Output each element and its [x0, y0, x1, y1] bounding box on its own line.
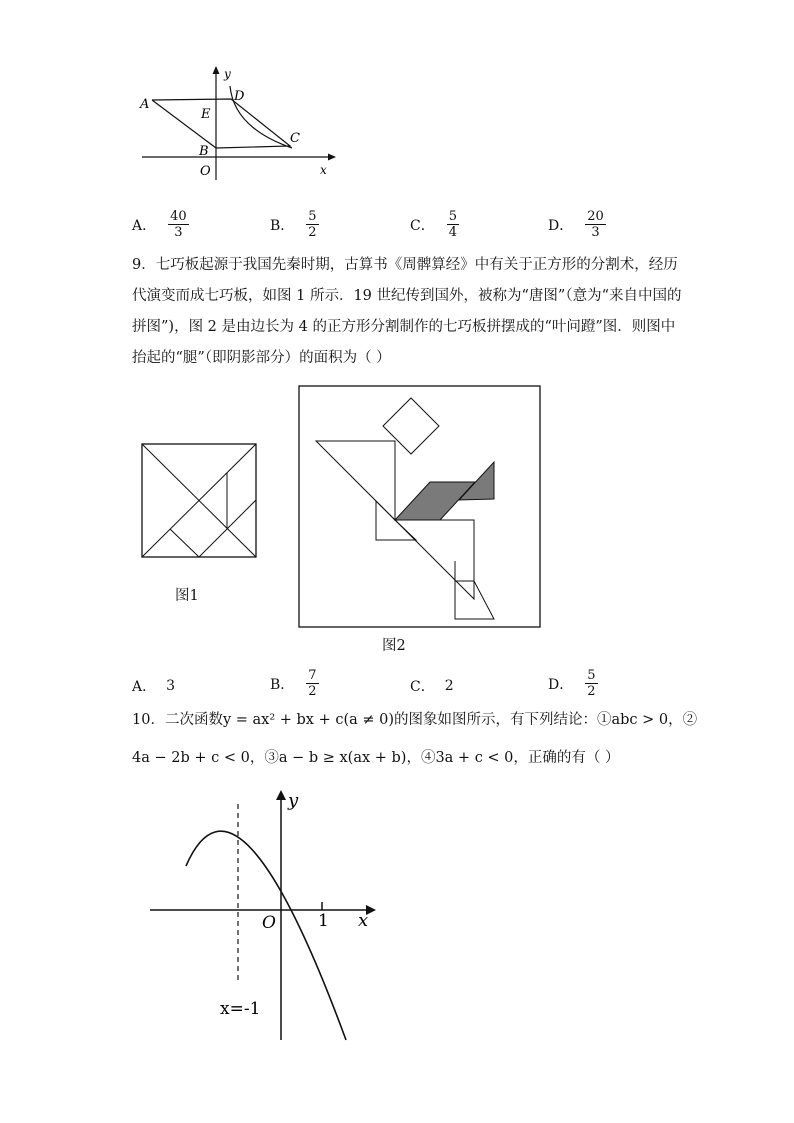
- figure-q8-graph: [130, 62, 340, 182]
- shaded-leg-triangle: [459, 462, 494, 500]
- label-x: x: [320, 163, 327, 177]
- parabola-curve: [186, 831, 346, 1040]
- label-one: 1: [318, 911, 329, 931]
- label-a: A: [140, 97, 150, 112]
- quad-abcd: [152, 99, 290, 148]
- label-o: O: [200, 164, 211, 179]
- fraction: $\frac{20}{3}$: [587, 209, 604, 240]
- label-symmetry-axis: x=-1: [220, 999, 261, 1019]
- label-y: y: [288, 790, 299, 811]
- fraction: $\frac{40}{3}$: [170, 209, 187, 240]
- label-c: C: [290, 131, 300, 146]
- q8-option-b: B． $\frac{5}{2}$: [270, 209, 317, 240]
- shaded-leg-parallelogram: [395, 482, 475, 520]
- q10-question-line-1: 10．二次函数y = ax² + bx + c(a ≠ 0)的图象如图所示，有下列结论：①abc > 0，②: [132, 712, 698, 728]
- head-square: [383, 398, 439, 454]
- q8-option-d: D． $\frac{20}{3}$: [548, 209, 604, 240]
- q9-option-c: C． 2: [410, 678, 454, 695]
- label-x: x: [358, 910, 369, 931]
- q8-option-c: C． $\frac{5}{4}$: [410, 209, 457, 240]
- label-d: D: [234, 89, 245, 104]
- q10-question-line-2: 4a − 2b + c < 0，③a − b ≥ x(ax + b)，④3a + c < 0，正确的有（ ）: [132, 750, 620, 766]
- label-o: O: [262, 913, 276, 933]
- fraction: $\frac{5}{2}$: [308, 209, 317, 240]
- y-axis-arrow-icon: [213, 66, 220, 74]
- figure-1-tangram: [140, 442, 260, 560]
- q9-option-a: A． 3: [132, 678, 176, 695]
- figure-q10-parabola: [146, 786, 382, 1044]
- label-y: y: [224, 67, 231, 81]
- q9-option-b: B． $\frac{7}{2}$: [270, 668, 317, 699]
- fraction: $\frac{5}{4}$: [448, 209, 457, 240]
- q9-option-d: D． $\frac{5}{2}$: [548, 668, 596, 699]
- fraction: $\frac{5}{2}$: [587, 668, 596, 699]
- x-axis-arrow-icon: [328, 154, 336, 161]
- q9-question: 9．七巧板起源于我国先秦时期，古算书《周髀算经》中有关于正方形的分割术，经历 代演变而成七巧板，如图 1 所示．19 世纪传到国外，被称为“唐图”（意为“来自中国的 拼图”)，图 2 是由边长为 4 的正方形分割制作的七巧板拼摆成的“叶问蹬”图．则图中 抬起的“腿”（即阴影部分）的面积为（ ）: [132, 257, 682, 366]
- label-b: B: [199, 144, 209, 159]
- y-axis-arrow-icon: [276, 790, 286, 800]
- label-e: E: [201, 107, 211, 122]
- figure-1-caption: 图1: [175, 588, 199, 604]
- figure-2-tangram-figure: [298, 385, 542, 629]
- figure-2-caption: 图2: [382, 638, 406, 654]
- fraction: $\frac{7}{2}$: [308, 668, 317, 699]
- q8-option-a: A． $\frac{40}{3}$: [132, 209, 187, 240]
